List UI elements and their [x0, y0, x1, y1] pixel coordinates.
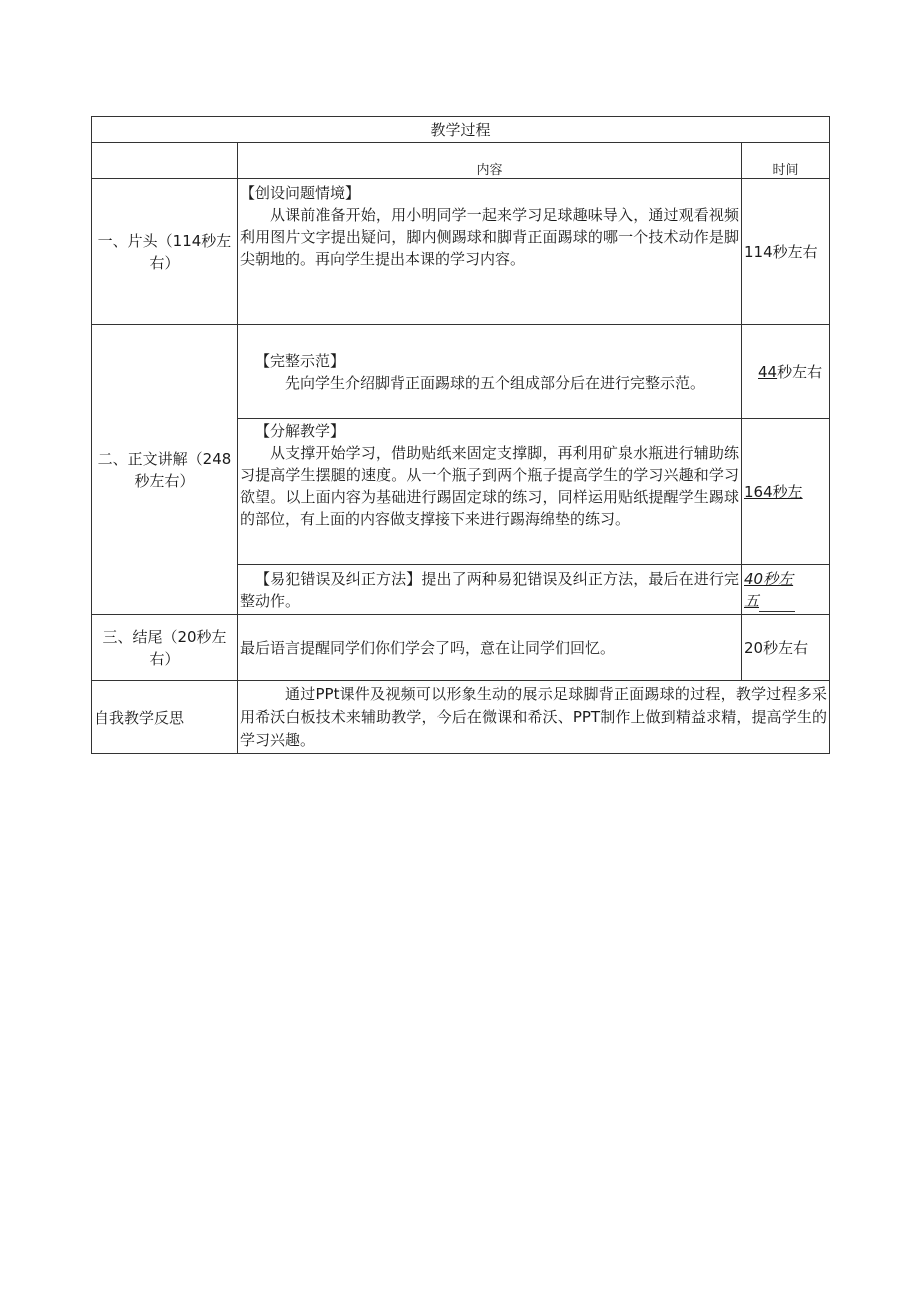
- content-errors: [238, 565, 742, 615]
- demo-time-number: 44: [758, 362, 778, 381]
- table-row-ending: [92, 615, 830, 681]
- reflection-text: 通过PPt课件及视频可以形象生动的展示足球脚背正面踢球的过程，教学过程多采用希沃白板技术来辅助教学，今后在微课和希沃、PPT制作上做到精益求精，提高学生的学习兴趣。: [240, 684, 828, 749]
- time-breakdown: [742, 419, 830, 565]
- errors-time-line1: 40秒左: [744, 569, 794, 588]
- demo-text: 先向学生介绍脚背正面踢球的五个组成部分后在进行完整示范。: [285, 373, 706, 392]
- time-errors: [742, 565, 830, 615]
- stage-body: 二、正文讲解（248秒左右）: [92, 325, 238, 615]
- content-demo: [238, 325, 742, 419]
- demo-heading: 【完整示范】: [255, 351, 346, 370]
- errors-time-line2: 五: [744, 591, 760, 610]
- breakdown-text: 从支撑开始学习，借助贴纸来固定支撑脚，再利用矿泉水瓶进行辅助练习提高学生摆腿的速度。从一个瓶子到两个瓶子提高学生的学习兴趣和学习欲望。以上面内容为基础进行踢固定球的练习，同样运用贴纸提醒学生踢球的部位，有上面的内容做支撑接下来进行踢海绵垫的练习。: [240, 444, 739, 528]
- header-time: 时间: [742, 143, 830, 179]
- teaching-process-table: [91, 116, 830, 754]
- table-row-intro: [92, 179, 830, 325]
- intro-heading: 【创设问题情境】: [240, 184, 361, 202]
- time-intro: 114秒左右: [742, 179, 830, 325]
- errors-time-blank: [759, 595, 795, 612]
- table-title: 教学过程: [92, 117, 830, 143]
- time-demo: [742, 325, 830, 419]
- stage-intro: 一、片头（114秒左右）: [92, 179, 238, 325]
- errors-heading: 【易犯错误及纠正方法】: [255, 569, 422, 588]
- breakdown-heading: 【分解教学】: [255, 422, 346, 440]
- header-stage-cell: [92, 143, 238, 179]
- demo-time-unit: 秒左右: [777, 362, 823, 381]
- header-content: 内容: [238, 143, 742, 179]
- errors-text: 提出了两种易犯错误及纠正方法，最后在进行完整动作。: [240, 569, 739, 610]
- column-header-row: [92, 143, 830, 179]
- content-reflection: [238, 681, 830, 754]
- breakdown-time: 164秒左: [744, 482, 803, 501]
- table-title-row: [92, 117, 830, 143]
- content-breakdown: [238, 419, 742, 565]
- table-row-demo: [92, 325, 830, 419]
- stage-reflection: 自我教学反思: [92, 681, 238, 754]
- content-ending: 最后语言提醒同学们你们学会了吗，意在让同学们回忆。: [238, 615, 742, 681]
- lesson-process-document: [91, 116, 829, 754]
- time-ending: 20秒左右: [742, 615, 830, 681]
- table-row-reflection: [92, 681, 830, 754]
- intro-text: 从课前准备开始，用小明同学一起来学习足球趣味导入，通过观看视频利用图片文字提出疑问，脚内侧踢球和脚背正面踢球的哪一个技术动作是脚尖朝地的。再向学生提出本课的学习内容。: [240, 206, 739, 268]
- stage-ending: 三、结尾（20秒左右）: [92, 615, 238, 681]
- content-intro: [238, 179, 742, 325]
